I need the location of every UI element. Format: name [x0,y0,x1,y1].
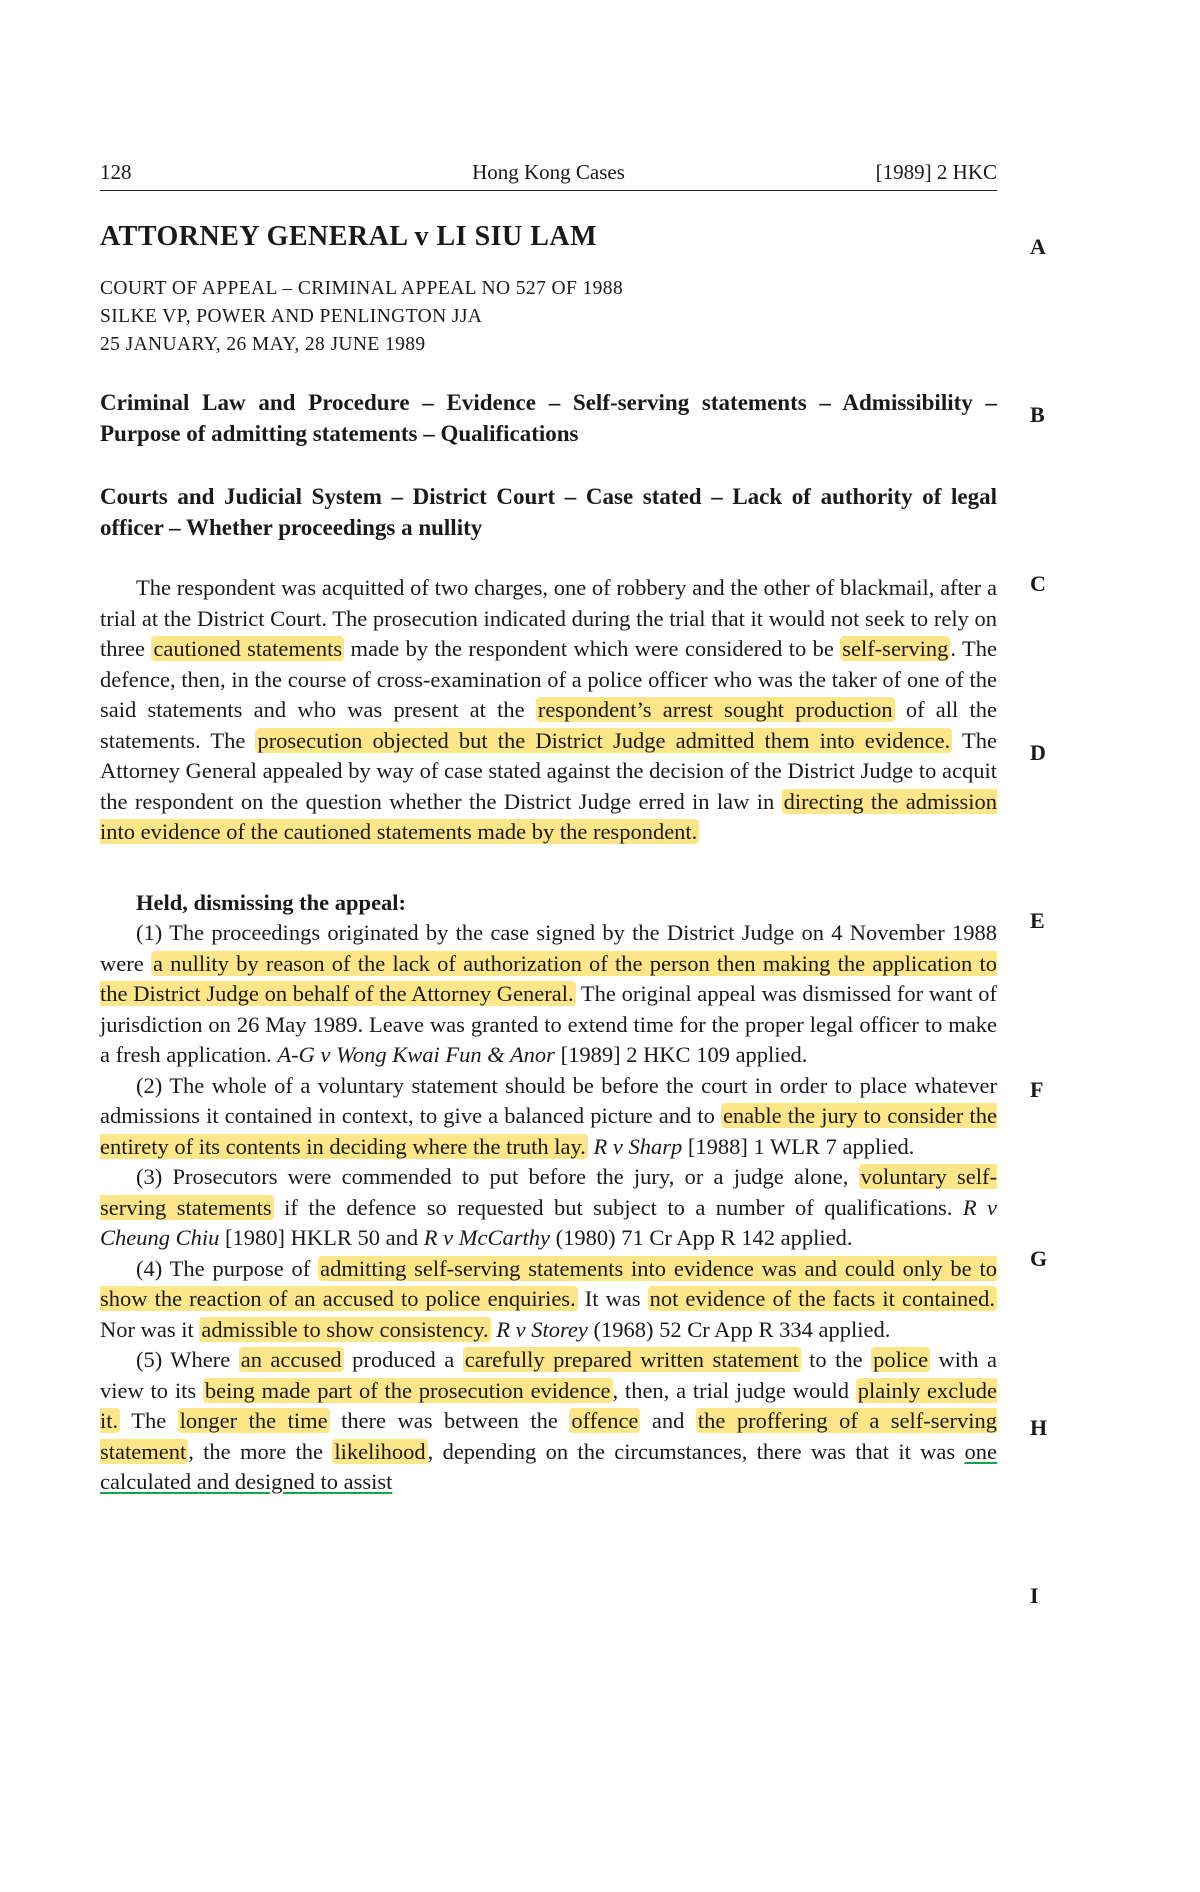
highlight: voluntary self-serving statements [100,1164,997,1220]
case-citation: R v Storey [496,1316,588,1342]
highlight: police [873,1347,929,1372]
held-heading: Held, dismissing the appeal: [136,889,407,915]
highlight: longer the time [179,1408,328,1433]
catchwords-courts: Courts and Judicial System – District Court – Case stated – Lack of authority of legal officer – Whether proceedings a nullity [100,484,997,540]
margin-letter-f: F [1030,1077,1044,1102]
text-run: (1968) 52 Cr App R 334 applied. [587,1316,891,1342]
highlight: cautioned statements [153,636,343,661]
text-run: . The defence, then, in the course of cross-examination of a police officer who was the taker of one of the said statements and who was present at the [100,636,997,722]
highlight: not evidence of the facts it contained. [649,1286,995,1311]
text-run: made by the respondent which were considered to be [344,636,841,661]
margin-letter-i: I [1030,1583,1039,1608]
text-run: of all the statements. The [100,697,997,753]
highlight: respondent’s arrest sought production [537,697,893,722]
highlight: prosecution objected but the District Judge admitted them into evidence. [257,727,951,753]
text-run: (1) The proceedings originated by the case signed by the District Judge on 4 November 1988 were [100,920,997,976]
text-run: to the [800,1347,872,1372]
court-info [100,275,997,359]
highlight: an accused [240,1347,342,1372]
case-citation: R v McCarthy [423,1225,550,1250]
margin-letter-e: E [1030,908,1045,933]
held-paragraph-4 [100,1254,997,1346]
held-paragraph-1 [100,918,997,1071]
highlight: admissible to show consistency. [201,1316,489,1342]
highlight: plainly exclude it. [100,1377,997,1433]
margin-letter-d: D [1030,740,1046,765]
case-title: ATTORNEY GENERAL v LI SIU LAM [100,221,598,252]
highlight: carefully prepared written statement [464,1347,799,1372]
highlight: the proffering of a self-serving statement [100,1408,997,1464]
text-run: The original appeal was dismissed for want of jurisdiction on 26 May 1989. Leave was granted to extend time for the proper legal officer to make a fresh application. [100,981,997,1067]
citation: [1989] 2 HKC [875,160,997,184]
highlight: being made part of the prosecution evidence [204,1377,611,1403]
text-run: It was [577,1286,648,1311]
held-paragraph-2 [100,1071,997,1163]
held-section [100,918,997,1498]
margin-letter-a: A [1030,234,1046,259]
court-line: COURT OF APPEAL – CRIMINAL APPEAL NO 527 OF 1988 [100,278,624,299]
held-paragraph-3 [100,1162,997,1254]
text-run: [1989] 2 HKC 109 applied. [554,1042,808,1067]
text-run: , the more the [188,1438,333,1464]
text-run: (1980) 71 Cr App R 142 applied. [549,1225,853,1250]
text-run: produced a [343,1347,463,1372]
page-number: 128 [100,160,132,184]
text-run: (4) The purpose of [136,1255,319,1281]
case-citation: R v Cheung Chiu [100,1194,998,1250]
text-run: (5) Where [136,1347,239,1372]
text-run: Nor was it [100,1316,200,1342]
catchwords-criminal: Criminal Law and Procedure – Evidence – Self-serving statements – Admissibility – Purpose of admitting statements – Qualifications [100,390,997,446]
text-run: (3) Prosecutors were commended to put before the jury, or a judge alone, [136,1164,859,1189]
underline: one calculated and designed to assist [100,1438,997,1494]
text-run: (2) The whole of a voluntary statement should be before the court in order to place whatever admissions it contained in context, to give a balanced picture and to [100,1072,997,1128]
facts-paragraph [100,573,997,848]
text-run: [1988] 1 WLR 7 applied. [682,1133,915,1159]
text-run: and [640,1408,696,1433]
highlight: directing the admission into evidence of the cautioned statements made by the respondent. [100,788,997,844]
margin-letter-g: G [1030,1246,1048,1271]
highlight: a nullity by reason of the lack of authorization of the person then making the application to the District Judge on behalf of the Attorney General. [100,950,997,1006]
text-run: there was between the [329,1408,570,1433]
margin-letter-c: C [1030,571,1046,596]
margin-letters [1030,0,1070,1892]
text-run: The respondent was acquitted of two charges, one of robbery and the other of blackmail, after a trial at the District Court. The prosecution indicated during the trial that it would not seek to rely on three [100,575,997,661]
text-run: [1980] HKLR 50 and [219,1225,424,1250]
judges-line: SILKE VP, POWER AND PENLINGTON JJA [100,306,483,327]
dates-line: 25 JANUARY, 26 MAY, 28 JUNE 1989 [100,334,426,355]
highlight: likelihood [334,1438,426,1464]
text-run: , then, a trial judge would [612,1377,856,1403]
running-header [100,150,997,191]
facts-section [100,573,997,848]
text-run: The [120,1408,178,1433]
highlight: enable the jury to consider the entirety of its contents in deciding where the truth lay. [100,1103,997,1159]
highlight: offence [571,1408,639,1433]
text-run: The Attorney General appealed by way of case stated against the decision of the District Judge to acquit the respondent on the question whether the District Judge erred in law in [100,727,997,814]
text-run: , depending on the circumstances, there was that it was [427,1438,965,1464]
text-run: with a view to its [100,1347,997,1403]
case-citation: R v Sharp [593,1133,683,1159]
margin-letter-b: B [1030,402,1045,427]
margin-letter-h: H [1030,1415,1048,1440]
highlight: admitting self-serving statements into evidence was and could only be to show the reaction of an accused to police enquiries. [100,1255,997,1311]
document-page [100,150,997,1498]
held-paragraph-5 [100,1345,997,1498]
text-run: if the defence so requested but subject to a number of qualifications. [273,1194,963,1220]
case-citation: A-G v Wong Kwai Fun & Anor [277,1042,555,1067]
highlight: self-serving [842,636,949,661]
reporter-name: Hong Kong Cases [472,160,625,184]
